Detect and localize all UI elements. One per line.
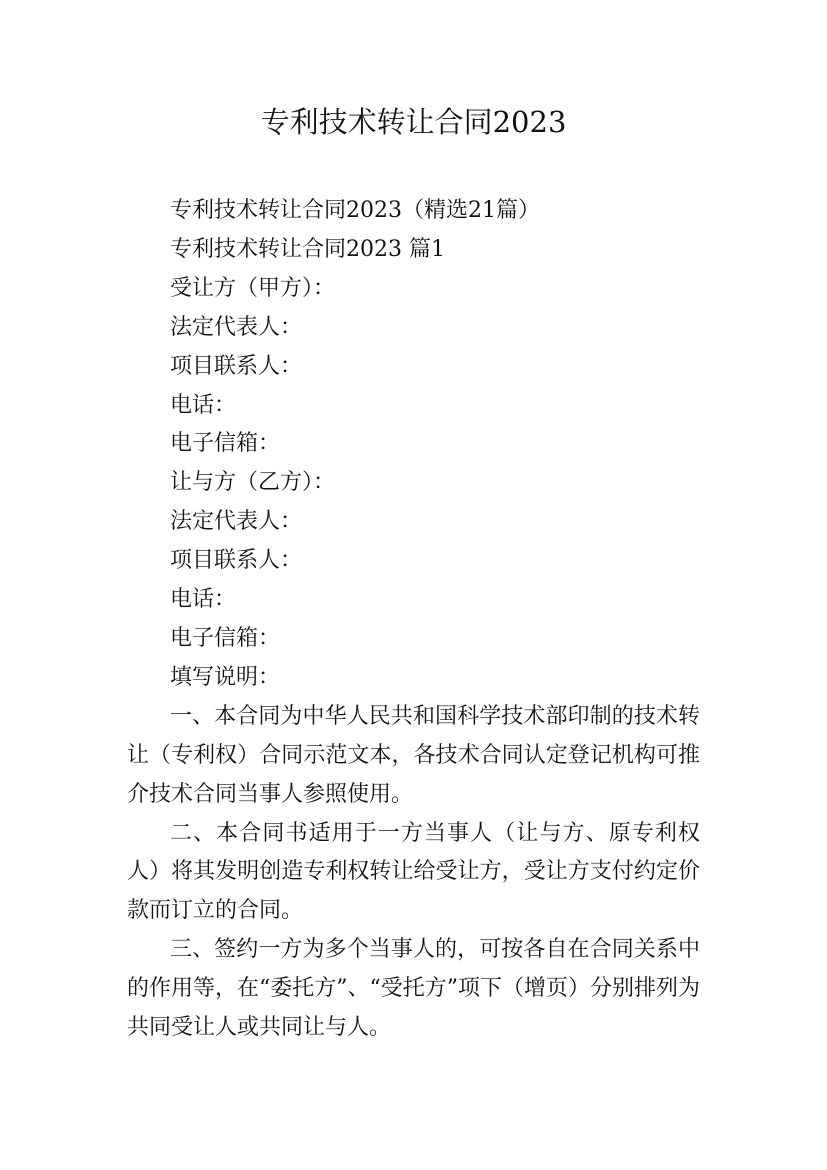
section-heading: 专利技术转让合同2023 篇1 bbox=[170, 236, 445, 262]
instruction-paragraph-1: 一、本合同为中华人民共和国科学技术部印制的技术转让（专利权）合同示范文本，各技术合同认定登记机构可推介技术合同当事人参照使用。 bbox=[127, 703, 700, 807]
transferee-label: 受让方（甲方）： bbox=[170, 275, 336, 301]
instruction-paragraph-3: 三、签约一方为多个当事人的，可按各自在合同关系中的作用等，在“委托方”、“受托方”项下（增页）分别排列为共同受让人或共同让与人。 bbox=[127, 937, 700, 1041]
transferee-project-contact-label: 项目联系人： bbox=[170, 353, 303, 379]
document-body bbox=[127, 192, 700, 1048]
instructions-heading: 填写说明： bbox=[170, 664, 281, 690]
instruction-paragraph-2: 二、本合同书适用于一方当事人（让与方、原专利权人）将其发明创造专利权转让给受让方，受让方支付约定价款而订立的合同。 bbox=[127, 820, 700, 924]
transferee-phone-label: 电话： bbox=[170, 392, 237, 418]
transferee-email-label: 电子信箱： bbox=[170, 431, 281, 457]
transferor-legal-representative-label: 法定代表人： bbox=[170, 509, 303, 535]
transferor-project-contact-label: 项目联系人： bbox=[170, 548, 303, 574]
document-title: 专利技术转让合同2023 bbox=[260, 105, 567, 139]
transferee-legal-representative-label: 法定代表人： bbox=[170, 314, 303, 340]
contents-heading: 专利技术转让合同2023（精选21篇） bbox=[170, 198, 540, 223]
transferor-label: 让与方（乙方）： bbox=[170, 470, 336, 496]
transferor-email-label: 电子信箱： bbox=[170, 625, 281, 651]
transferor-phone-label: 电话： bbox=[170, 587, 237, 613]
